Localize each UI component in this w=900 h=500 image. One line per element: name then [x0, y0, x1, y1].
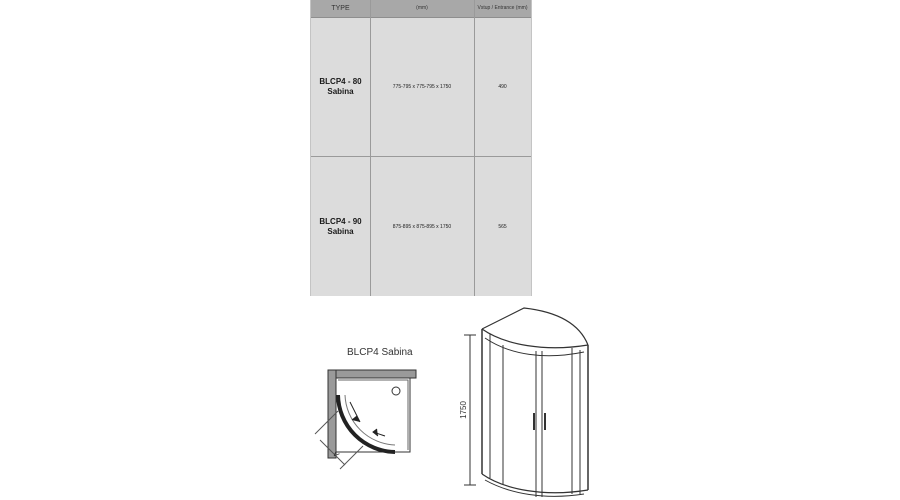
plan-dimension-label: V	[330, 449, 341, 460]
model-name: BLCP4 - 80	[319, 77, 362, 86]
curved-door	[338, 395, 395, 452]
dimensions-cell: 875-895 x 875-895 x 1750	[392, 223, 452, 230]
dimensions-cell: 775-795 x 775-795 x 1750	[392, 84, 452, 90]
plan-view-diagram	[315, 370, 416, 469]
plan-view-title: BLCP4 Sabina	[347, 347, 413, 358]
height-dimension-label: 1750	[459, 401, 468, 419]
open-arrow-icon	[350, 402, 357, 416]
model-name: BLCP4 - 90	[319, 216, 362, 226]
elevation-view-diagram	[464, 308, 588, 497]
header-type: TYPE	[331, 5, 350, 12]
header-dimensions: (mm)	[416, 5, 428, 11]
entrance-cell: 565	[498, 223, 507, 230]
model-variant: Sabina	[327, 226, 354, 236]
drain-icon	[392, 387, 400, 395]
entrance-cell: 490	[498, 84, 507, 90]
wall-top	[328, 370, 416, 378]
header-entrance: Vstup / Entrance (mm)	[477, 5, 528, 11]
model-variant: Sabina	[327, 87, 354, 96]
